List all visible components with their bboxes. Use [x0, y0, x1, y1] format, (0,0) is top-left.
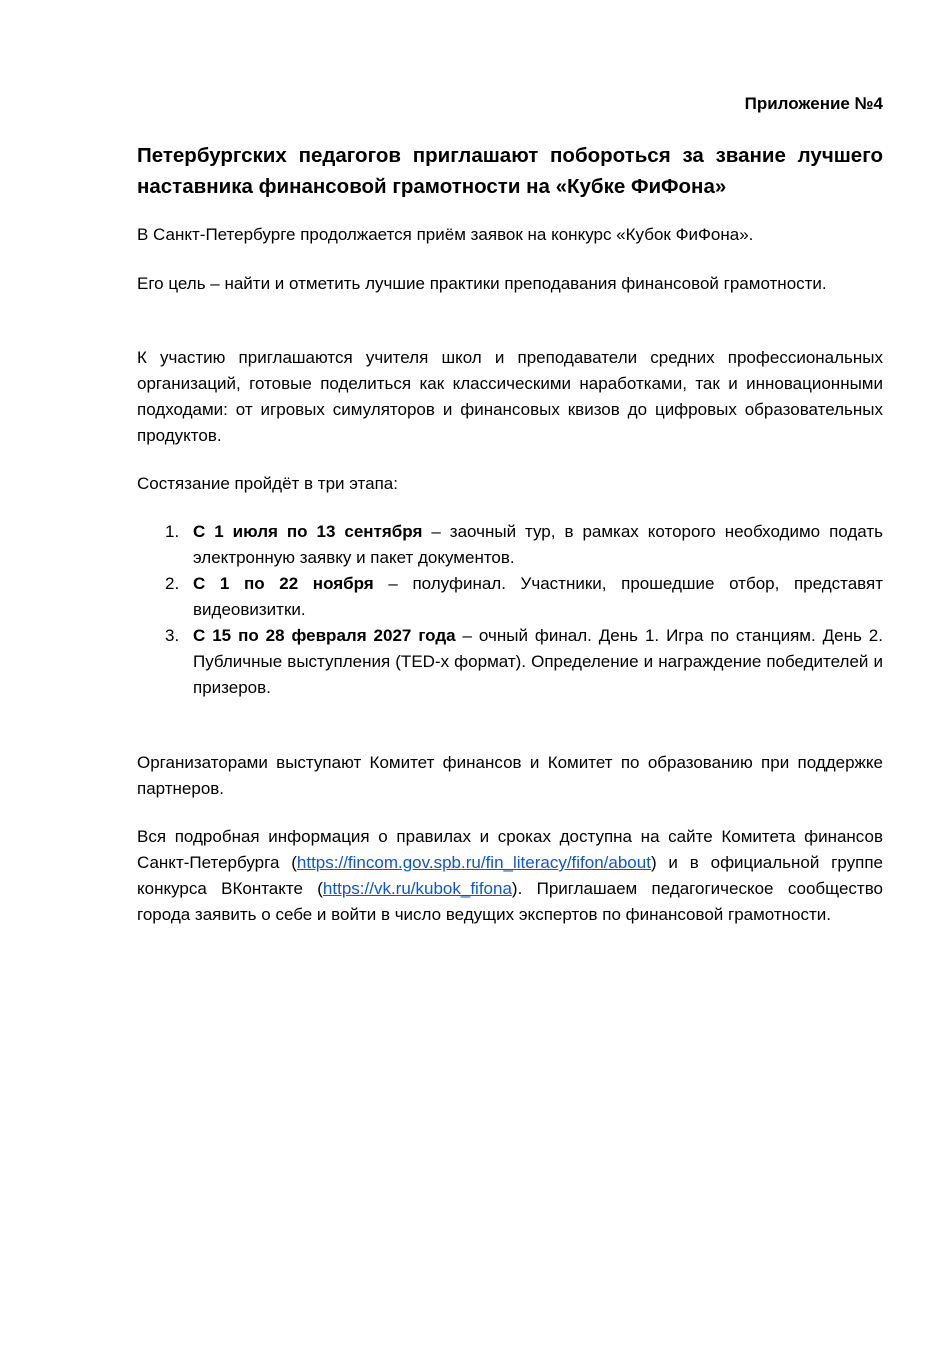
document-title: Петербургских педагогов приглашают побороться за звание лучшего наставника финансовой грамотности на «Кубке ФиФона» — [137, 144, 883, 198]
stage-date: С 1 июля по 13 сентября — [193, 522, 423, 541]
stage-description: – полуфинал. Участники, прошедшие отбор, представят видеовизитки. — [193, 574, 883, 619]
info-text-1: Вся подробная информация о правилах и сроках доступна на сайте Комитета финансов Санкт-Петербурга ( — [137, 827, 883, 872]
organizers-paragraph: Организаторами выступают Комитет финансов и Комитет по образованию при поддержке партнеров. — [137, 753, 883, 798]
stage-description: – заочный тур, в рамках которого необходимо подать электронную заявку и пакет документов. — [193, 522, 883, 567]
fincom-link[interactable]: https://fincom.gov.spb.ru/fin_literacy/fifon/about — [296, 853, 651, 872]
participants-paragraph: К участию приглашаются учителя школ и преподаватели средних профессиональных организаций, готовые поделиться как классическими наработками, так и инновационными подходами: от игровых симуляторов и финансовых квизов до цифровых образовательных продуктов. — [137, 348, 883, 445]
stage-number: 2. — [165, 574, 180, 593]
appendix-label: Приложение №4 — [744, 94, 883, 113]
info-text-2: ) и в официальной группе конкурса ВКонтакте ( — [137, 853, 884, 898]
stage-number: 1. — [165, 522, 180, 541]
stage-item — [137, 623, 883, 701]
intro-paragraph: В Санкт-Петербурге продолжается приём заявок на конкурс «Кубок ФиФона». — [137, 225, 754, 244]
stage-description: – очный финал. День 1. Игра по станциям. День 2. Публичные выступления (TED-x формат). Определение и награждение победителей и призеров. — [193, 626, 883, 697]
vk-link[interactable]: https://vk.ru/kubok_fifona — [322, 879, 512, 898]
stages-intro-paragraph: Состязание пройдёт в три этапа: — [137, 474, 398, 493]
info-paragraph — [137, 824, 883, 928]
stage-number: 3. — [165, 626, 180, 645]
stage-item — [137, 519, 883, 571]
stage-item — [137, 571, 883, 623]
stages-list — [137, 519, 883, 701]
stage-date: С 1 по 22 ноября — [193, 574, 374, 593]
stage-date: С 15 по 28 февраля 2027 года — [193, 626, 456, 645]
goal-paragraph: Его цель – найти и отметить лучшие практики преподавания финансовой грамотности. — [137, 274, 827, 293]
info-text-3: ). Приглашаем педагогическое сообщество города заявить о себе и войти в число ведущих экспертов по финансовой грамотности. — [137, 879, 883, 924]
